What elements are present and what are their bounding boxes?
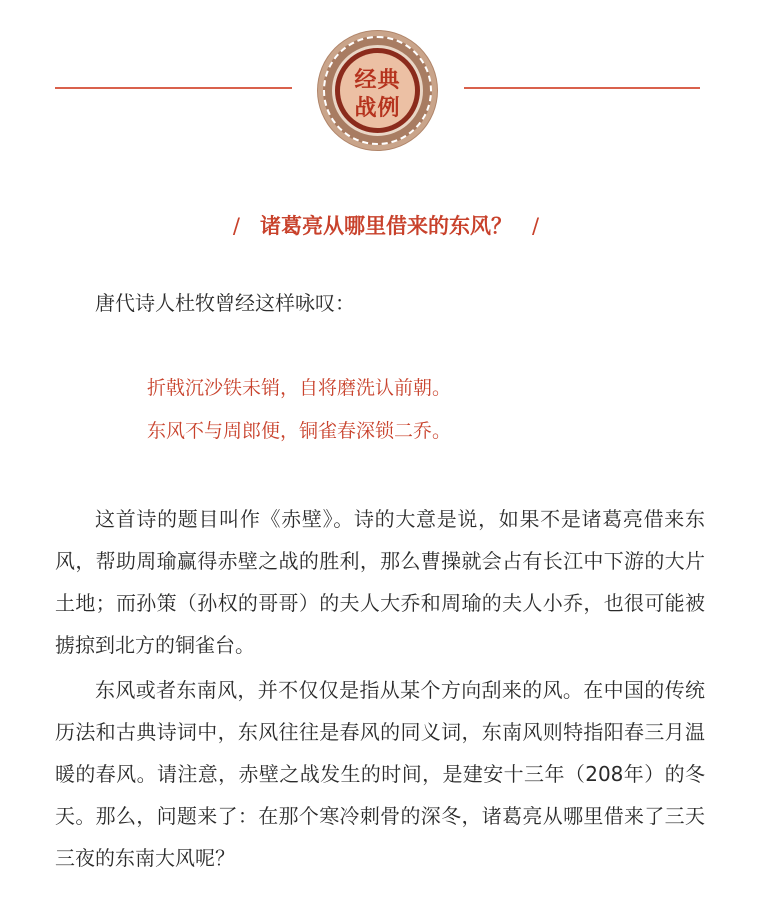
intro-paragraph: 唐代诗人杜牧曾经这样咏叹： xyxy=(95,291,355,315)
poem-line-1: 折戟沉沙铁未销，自将磨洗认前朝。 xyxy=(147,377,452,399)
poem-line-2: 东风不与周郎便，铜雀春深锁二乔。 xyxy=(147,420,452,442)
section-header xyxy=(0,0,772,175)
badge-text-line2: 战例 xyxy=(354,96,401,121)
title-slash-right: / xyxy=(532,214,540,238)
section-title xyxy=(0,210,772,240)
body-paragraph-1: 这首诗的题目叫作《赤壁》。诗的大意是说，如果不是诸葛亮借来东风，帮助周瑜赢得赤壁之战的胜利，那么曹操就会占有长江中下游的大片土地；而孙策（孙权的哥哥）的夫人大乔和周瑜的夫人小乔，也很可能被掳掠到北方的铜雀台。 xyxy=(55,507,705,657)
title-text: 诸葛亮从哪里借来的东风？ xyxy=(260,214,512,238)
header-rule-right xyxy=(464,87,700,89)
badge-text-line1: 经典 xyxy=(354,68,401,93)
title-slash-left: / xyxy=(232,214,240,238)
classic-battle-badge xyxy=(318,31,437,150)
badge-center xyxy=(340,53,415,128)
body-paragraph-2: 东风或者东南风，并不仅仅是指从某个方向刮来的风。在中国的传统历法和古典诗词中，东风往往是春风的同义词，东南风则特指阳春三月温暖的春风。请注意，赤壁之战发生的时间，是建安十三年（208年）的冬天。那么，问题来了：在那个寒冷刺骨的深冬，诸葛亮从哪里借来了三天三夜的东南大风呢？ xyxy=(55,678,705,870)
header-rule-left xyxy=(55,87,292,89)
